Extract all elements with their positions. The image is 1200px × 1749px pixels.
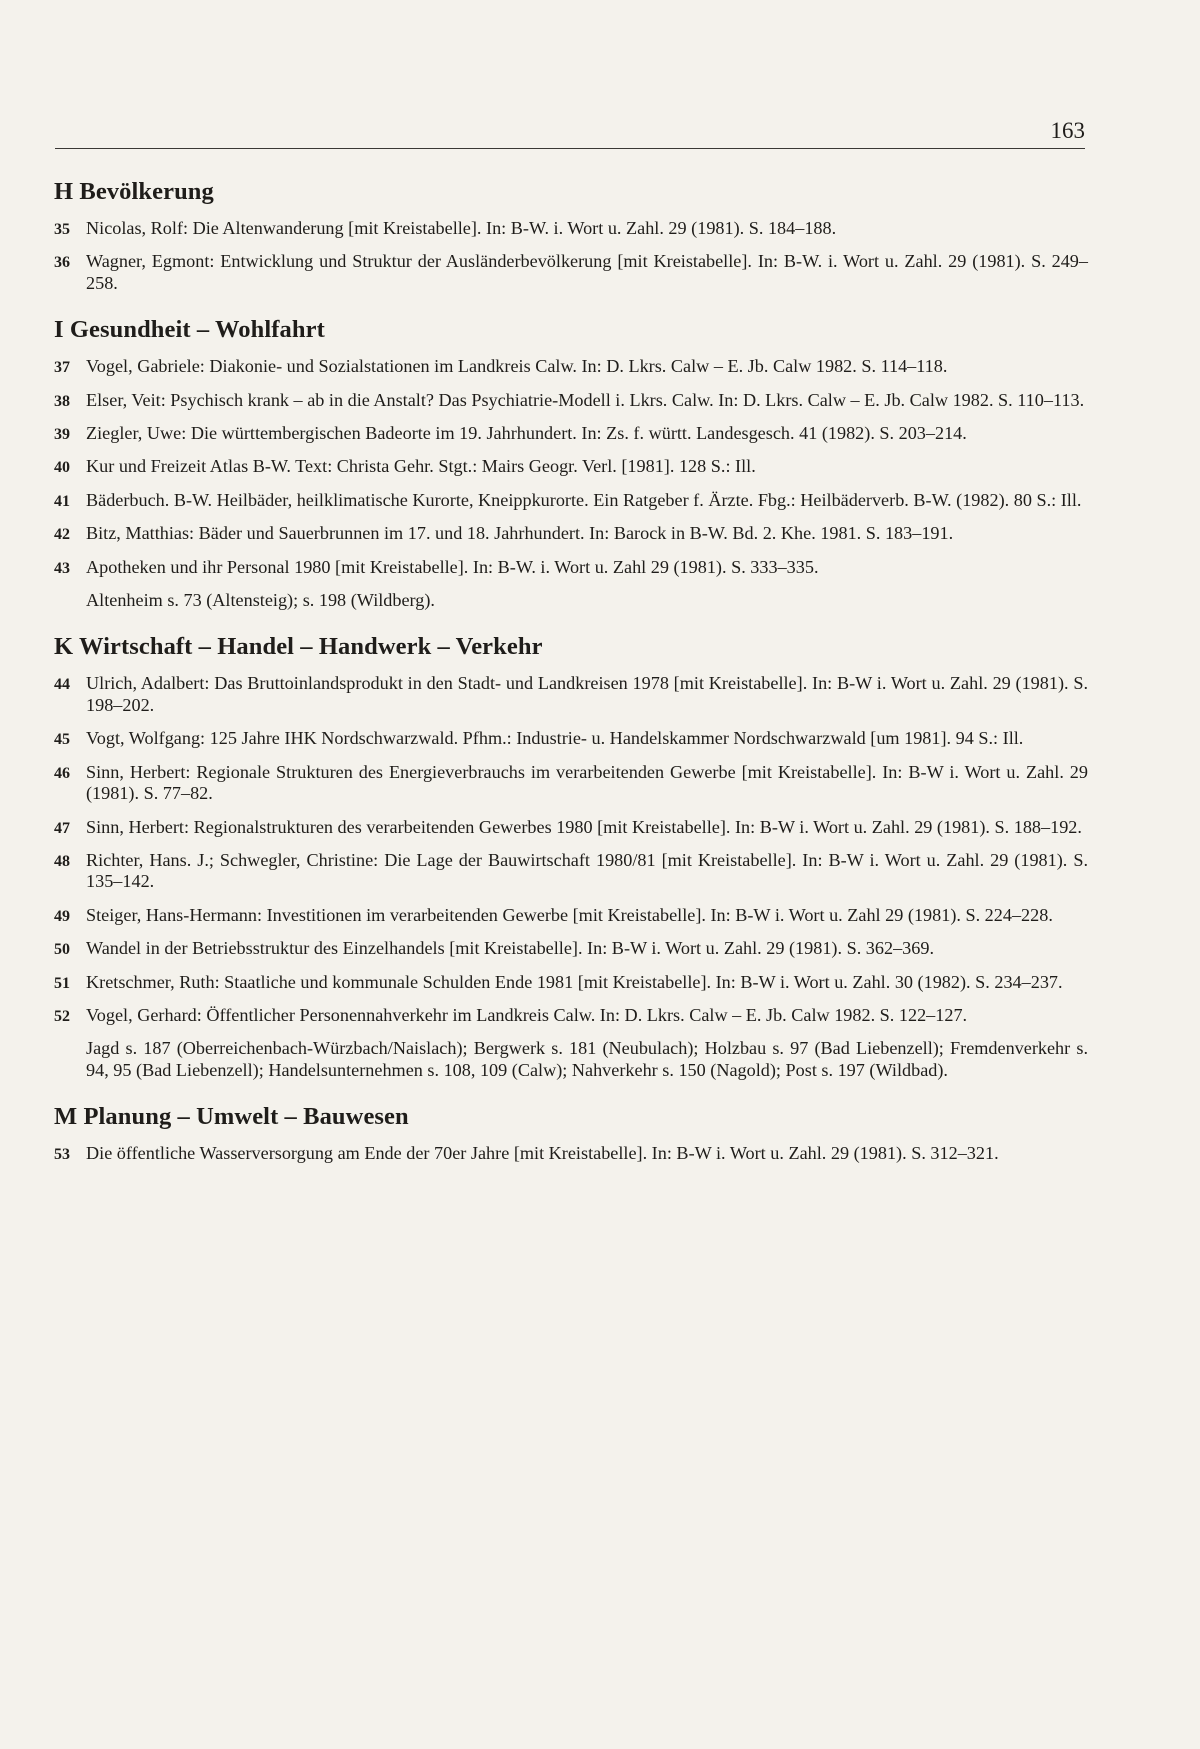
bibliography-entry: [54, 390, 1088, 411]
entry-number: 48: [54, 852, 70, 870]
entry-number: 47: [54, 819, 70, 837]
section-heading: K Wirtschaft – Handel – Handwerk – Verkehr: [54, 633, 543, 661]
entry-text: Bitz, Matthias: Bäder und Sauerbrunnen im 17. und 18. Jahrhundert. In: Barock in B-W. Bd. 2. Khe. 1981. S. 183–191.: [86, 523, 954, 544]
bibliography-entry: [54, 972, 1088, 993]
entry-text: Wagner, Egmont: Entwicklung und Struktur der Ausländerbevölkerung [mit Kreistabelle]. In: B-W. i. Wort u. Zahl. 29 (1981). S. 249–258.: [86, 251, 1088, 293]
entry-text: Die öffentliche Wasserversorgung am Ende der 70er Jahre [mit Kreistabelle]. In: B-W i. Wort u. Zahl. 29 (1981). S. 312–321.: [86, 1143, 999, 1164]
cross-reference-note: Altenheim s. 73 (Altensteig); s. 198 (Wildberg).: [86, 590, 435, 611]
bibliography-entry: [54, 673, 1088, 716]
entry-text: Apotheken und ihr Personal 1980 [mit Kreistabelle]. In: B-W. i. Wort u. Zahl 29 (1981). S. 333–335.: [86, 556, 819, 577]
bibliography-content: [54, 178, 1088, 1187]
entry-number: 52: [54, 1007, 70, 1025]
bibliography-entry: [54, 762, 1088, 805]
section-planung-umwelt: [54, 1103, 1088, 1164]
bibliography-entry: [54, 938, 1088, 959]
entry-text: Ziegler, Uwe: Die württembergischen Badeorte im 19. Jahrhundert. In: Zs. f. württ. Landesgesch. 41 (1982). S. 203–214.: [86, 423, 967, 444]
entry-number: 35: [54, 221, 70, 238]
bibliography-entry: [54, 218, 1088, 239]
entry-text: Vogt, Wolfgang: 125 Jahre IHK Nordschwarzwald. Pfhm.: Industrie- u. Handelskammer Nordschwarzwald [um 1981]. 94 S.: Ill.: [86, 728, 1024, 749]
bibliography-entry: [54, 850, 1088, 893]
entry-number: 38: [54, 392, 70, 410]
bibliography-entry: [54, 456, 1088, 477]
bibliography-entry: [54, 905, 1088, 926]
bibliography-entry: [54, 1005, 1088, 1026]
entry-number: 39: [54, 426, 70, 444]
entry-text: Kur und Freizeit Atlas B-W. Text: Christa Gehr. Stgt.: Mairs Geogr. Verl. [1981]. 128 S.: Ill.: [86, 456, 756, 477]
entry-number: 53: [54, 1146, 70, 1164]
entry-number: 42: [54, 526, 70, 544]
page-header: [55, 118, 1085, 149]
entry-text: Vogel, Gerhard: Öffentlicher Personennahverkehr im Landkreis Calw. In: D. Lkrs. Calw – E. Jb. Calw 1982. S. 122–127.: [86, 1004, 968, 1025]
entry-number: 46: [54, 764, 70, 782]
entry-text: Wandel in der Betriebsstruktur des Einzelhandels [mit Kreistabelle]. In: B-W i. Wort u. Zahl. 29 (1981). S. 362–369.: [86, 938, 934, 959]
section-bevoelkerung: [54, 178, 1088, 294]
section-gesundheit-wohlfahrt: [54, 316, 1088, 611]
entry-text: Nicolas, Rolf: Die Altenwanderung [mit Kreistabelle]. In: B-W. i. Wort u. Zahl. 29 (1981). S. 184–188.: [86, 218, 837, 238]
bibliography-entry: [54, 557, 1088, 578]
section-wirtschaft: [54, 633, 1088, 1081]
section-heading: H Bevölkerung: [54, 178, 214, 205]
bibliography-entry: [54, 1143, 1088, 1164]
cross-reference-note: Jagd s. 187 (Oberreichenbach-Würzbach/Naislach); Bergwerk s. 181 (Neubulach); Holzbau s. 97 (Bad Liebenzell); Fremdenverkehr s. 94, 95 (Bad Liebenzell); Handelsunternehmen s. 108, 109 (Calw); Nahverkehr s. 150 (Nagold); Post s. 197 (Wildbad).: [86, 1038, 1088, 1080]
entry-text: Sinn, Herbert: Regionalstrukturen des verarbeitenden Gewerbes 1980 [mit Kreistabelle]. In: B-W i. Wort u. Zahl. 29 (1981). S. 188–192.: [86, 816, 1082, 837]
entry-text: Vogel, Gabriele: Diakonie- und Sozialstationen im Landkreis Calw. In: D. Lkrs. Calw – E. Jb. Calw 1982. S. 114–118.: [86, 356, 948, 377]
entry-text: Steiger, Hans-Hermann: Investitionen im verarbeitenden Gewerbe [mit Kreistabelle]. In: B-W i. Wort u. Zahl 29 (1981). S. 224–228.: [86, 904, 1053, 925]
entry-text: Richter, Hans. J.; Schwegler, Christine: Die Lage der Bauwirtschaft 1980/81 [mit Kreistabelle]. In: B-W i. Wort u. Zahl. 29 (1981). S. 135–142.: [86, 849, 1088, 892]
bibliography-entry: [54, 728, 1088, 749]
entry-text: Sinn, Herbert: Regionale Strukturen des Energieverbrauchs im verarbeitenden Gewerbe [mit Kreistabelle]. In: B-W i. Wort u. Zahl. 29 (1981). S. 77–82.: [86, 761, 1088, 804]
entry-text: Elser, Veit: Psychisch krank – ab in die Anstalt? Das Psychiatrie-Modell i. Lkrs. Calw. In: D. Lkrs. Calw – E. Jb. Calw 1982. S. 110–113.: [86, 389, 1085, 410]
entry-number: 43: [54, 559, 70, 577]
entry-number: 44: [54, 676, 70, 694]
bibliography-entry: [54, 490, 1088, 511]
entry-number: 37: [54, 359, 70, 377]
page-number: 163: [1050, 118, 1085, 143]
bibliography-entry: [54, 523, 1088, 544]
entry-number: 40: [54, 459, 70, 477]
section-heading: M Planung – Umwelt – Bauwesen: [54, 1103, 409, 1131]
bibliography-entry: [54, 251, 1088, 294]
bibliography-entry: [54, 356, 1088, 377]
entry-number: 51: [54, 974, 70, 992]
bibliography-entry: [54, 817, 1088, 838]
bibliography-entry: [54, 423, 1088, 444]
entry-number: 50: [54, 941, 70, 959]
entry-text: Kretschmer, Ruth: Staatliche und kommunale Schulden Ende 1981 [mit Kreistabelle]. In: B-W i. Wort u. Zahl. 30 (1982). S. 234–237.: [86, 971, 1063, 992]
entry-text: Bäderbuch. B-W. Heilbäder, heilklimatische Kurorte, Kneippkurorte. Ein Ratgeber f. Ärzte. Fbg.: Heilbäderverb. B-W. (1982). 80 S.: Ill.: [86, 489, 1082, 510]
entry-text: Ulrich, Adalbert: Das Bruttoinlandsprodukt in den Stadt- und Landkreisen 1978 [mit Kreistabelle]. In: B-W i. Wort u. Zahl. 29 (1981). S. 198–202.: [86, 673, 1088, 715]
entry-number: 41: [54, 492, 70, 510]
entry-number: 45: [54, 731, 70, 749]
section-heading: I Gesundheit – Wohlfahrt: [54, 316, 325, 344]
entry-number: 49: [54, 907, 70, 925]
entry-number: 36: [54, 254, 70, 272]
